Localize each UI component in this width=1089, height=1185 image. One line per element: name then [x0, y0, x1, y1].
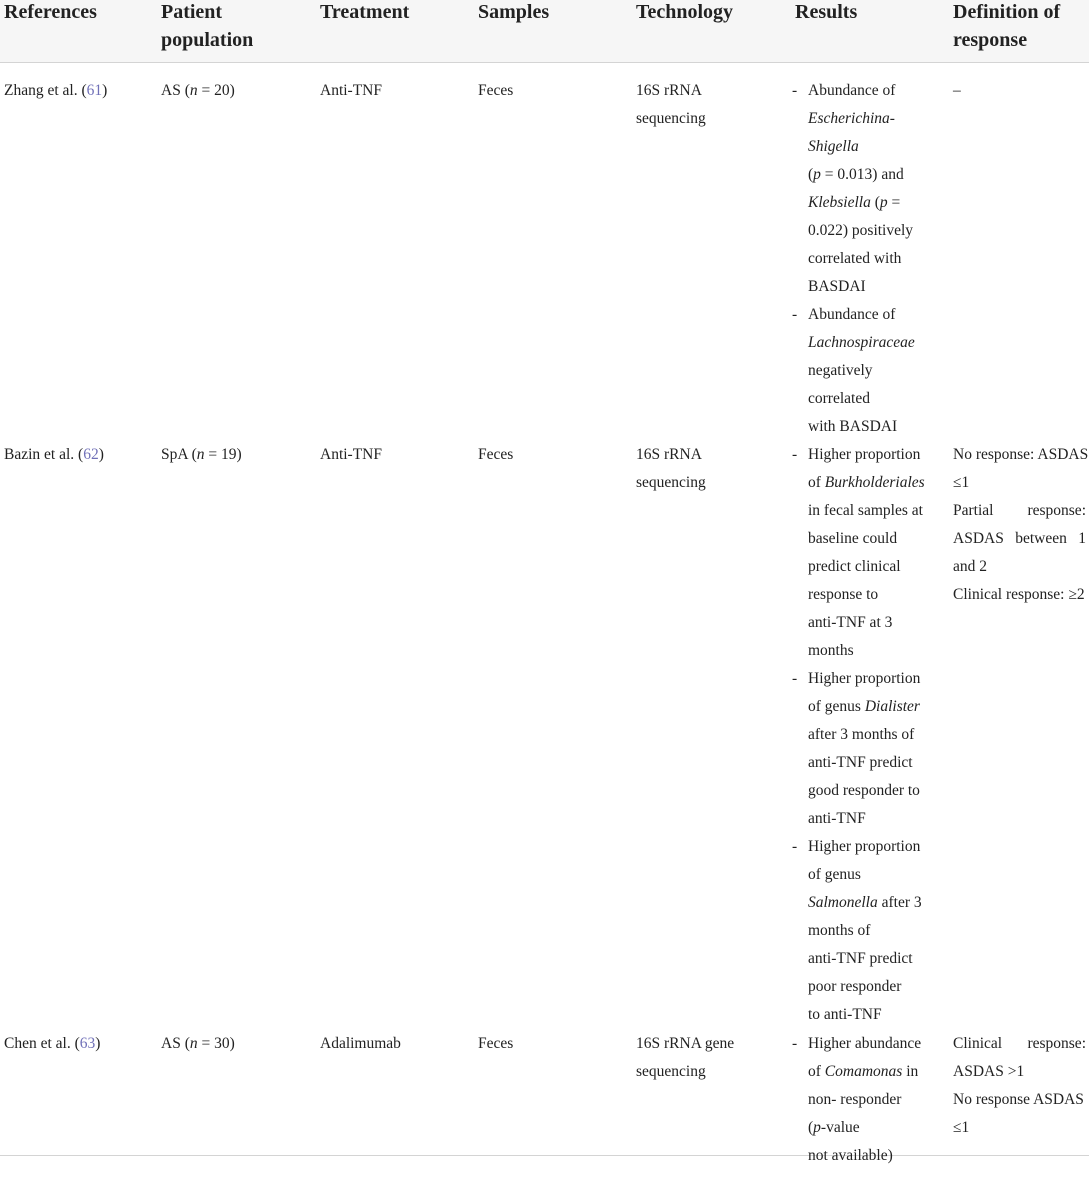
row2-results: [792, 441, 925, 1029]
result-item: - Higher proportion of genus Dialister after 3 months of anti-TNF predict good responder to anti-TNF: [792, 670, 921, 827]
ref-author: Zhang et al. (: [4, 82, 87, 99]
row1-definition: –: [953, 82, 961, 99]
row2-technology: 16S rRNA sequencing: [636, 446, 706, 491]
row1-treatment: Anti-TNF: [320, 82, 382, 99]
header-samples: Samples: [478, 1, 550, 23]
justified-line: ASDAS between 1: [953, 530, 1086, 547]
ref-author: Bazin et al. (: [4, 446, 84, 463]
reference-link[interactable]: 62: [83, 446, 99, 463]
row3-samples: Feces: [478, 1035, 514, 1052]
header-technology: Technology: [636, 1, 734, 23]
header-divider: [0, 62, 1089, 63]
row1-reference: [4, 77, 107, 105]
row3-treatment: Adalimumab: [320, 1035, 401, 1052]
row2-reference: [4, 441, 104, 469]
ref-close: ): [102, 82, 108, 99]
row2-definition: No response: ASDAS ≤1 Partial response: ASDAS between 1 and 2 Clinical response: ≥2: [953, 446, 1089, 603]
row1-population: AS (n = 20): [161, 82, 235, 99]
result-item: - Abundance of Escherichina- Shigella (p = 0.013) and Klebsiella (p = 0.022) positively correlated with BASDAI: [792, 82, 914, 295]
ref-close: ): [95, 1035, 101, 1052]
row3-technology: 16S rRNA gene sequencing: [636, 1035, 735, 1080]
header-treatment: Treatment: [320, 1, 410, 23]
row2-treatment: Anti-TNF: [320, 446, 382, 463]
justified-line: Clinical response:: [953, 1035, 1086, 1052]
row1-results: [792, 77, 920, 441]
header-patient-population: Patient population: [161, 1, 254, 51]
row2-samples: Feces: [478, 446, 514, 463]
row3-results: [792, 1030, 920, 1170]
result-item: - Higher proportion of genus Salmonella after 3 months of anti-TNF predict poor responder to anti-TNF: [792, 838, 922, 1023]
row1-samples: Feces: [478, 82, 514, 99]
ref-author: Chen et al. (: [4, 1035, 80, 1052]
row2-population: SpA (n = 19): [161, 446, 242, 463]
reference-link[interactable]: 61: [86, 82, 103, 99]
result-item: - Abundance of Lachnospiraceae negatively correlated with BASDAI: [792, 306, 915, 435]
row3-population: AS (n = 30): [161, 1035, 235, 1052]
row3-reference: [4, 1030, 100, 1058]
reference-link[interactable]: 63: [79, 1035, 96, 1052]
header-results: Results: [795, 1, 858, 23]
justified-line: Partial response:: [953, 502, 1086, 519]
ref-close: ): [98, 446, 104, 463]
header-references: References: [4, 1, 97, 23]
row3-definition: Clinical response: ASDAS >1 No response ASDAS ≤1: [953, 1030, 1086, 1142]
header-definition-of-response: Definition of response: [953, 1, 1061, 51]
table-bottom-rule: [0, 1155, 1089, 1156]
result-item: - Higher abundance of Comamonas in non- responder (p-value not available): [792, 1035, 922, 1164]
row1-technology: 16S rRNA sequencing: [636, 82, 706, 127]
result-item: - Higher proportion of Burkholderiales in fecal samples at baseline could predict clinical response to anti-TNF at 3 months: [792, 446, 925, 659]
